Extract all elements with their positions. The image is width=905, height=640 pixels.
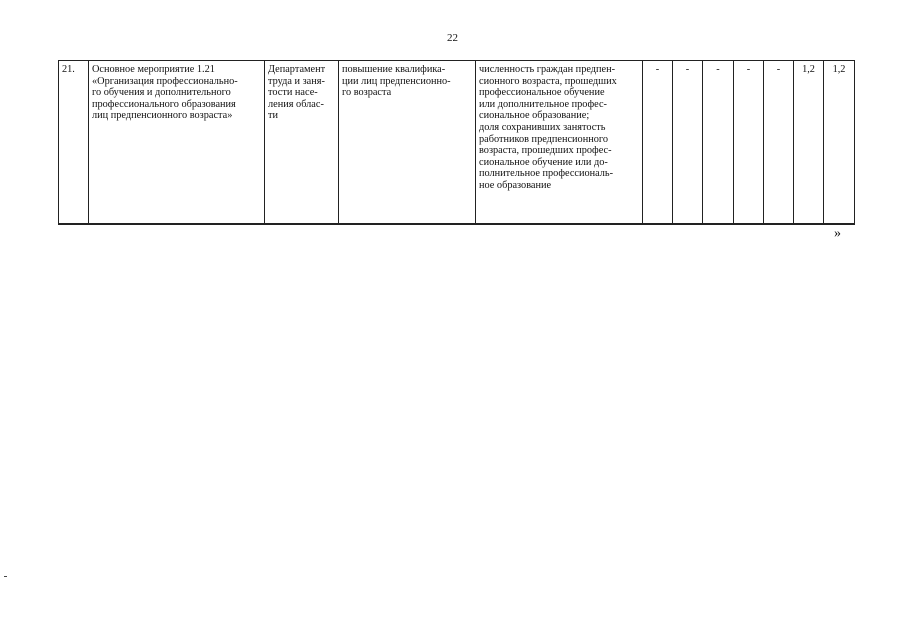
year-value: - — [685, 64, 690, 75]
year-value-cell — [764, 61, 794, 225]
indicator-line: ное образование — [479, 179, 552, 191]
result-cell — [339, 61, 476, 225]
year-value-cell — [673, 61, 703, 225]
activity-line: го обучения и дополнительного — [92, 87, 231, 99]
year-value: - — [716, 64, 720, 75]
year-value-cell — [794, 61, 824, 225]
row-number: 21. — [62, 64, 75, 75]
year-value: - — [655, 64, 660, 75]
indicators-cell — [476, 61, 643, 225]
result-line: го возраста — [342, 87, 392, 99]
executor-line: ти — [268, 110, 279, 122]
indicator-line: сионного возраста, прошедших — [479, 75, 617, 87]
year-value: - — [776, 64, 781, 75]
year-value-cell — [703, 61, 734, 225]
indicator-line: профессиональное обучение — [479, 87, 605, 99]
indicator-line: сиональное образование; — [479, 110, 590, 122]
indicator-line: или дополнительное профес- — [479, 98, 607, 110]
executor-line: ления облас- — [268, 98, 324, 110]
indicator-line: доля сохранивших занятость — [479, 121, 606, 133]
activity-cell — [89, 61, 265, 225]
activity-line: Основное мероприятие 1.21 — [92, 64, 215, 75]
activity-line: профессионального образования — [92, 98, 236, 110]
executor-cell — [265, 61, 339, 225]
measures-table — [58, 60, 855, 225]
year-value-cell — [734, 61, 764, 225]
indicator-line: возраста, прошедших профес- — [479, 145, 612, 157]
result-line: повышение квалифика- — [342, 64, 446, 75]
year-value-cell — [824, 61, 855, 225]
row-number-cell — [59, 61, 89, 225]
result-line: ции лиц предпенсионно- — [342, 75, 451, 87]
year-value: 1,2 — [832, 64, 846, 75]
closing-quote: » — [834, 226, 841, 241]
indicator-line: сиональное обучение или до- — [479, 156, 608, 168]
year-value: - — [746, 64, 751, 75]
executor-line: труда и заня- — [268, 75, 325, 87]
activity-line: лиц предпенсионного возраста» — [92, 110, 233, 122]
margin-mark — [4, 576, 7, 577]
indicator-line: работников предпенсионного — [479, 133, 608, 145]
year-value: 1,2 — [802, 64, 815, 75]
page-number: 22 — [447, 32, 458, 44]
activity-line: «Организация профессионально- — [92, 75, 238, 87]
executor-line: Департамент — [268, 64, 326, 75]
executor-line: тости насе- — [268, 87, 318, 99]
indicator-line: полнительное профессиональ- — [479, 168, 614, 180]
indicator-line: численность граждан предпен- — [479, 64, 616, 75]
table-row — [59, 61, 855, 225]
year-value-cell — [643, 61, 673, 225]
